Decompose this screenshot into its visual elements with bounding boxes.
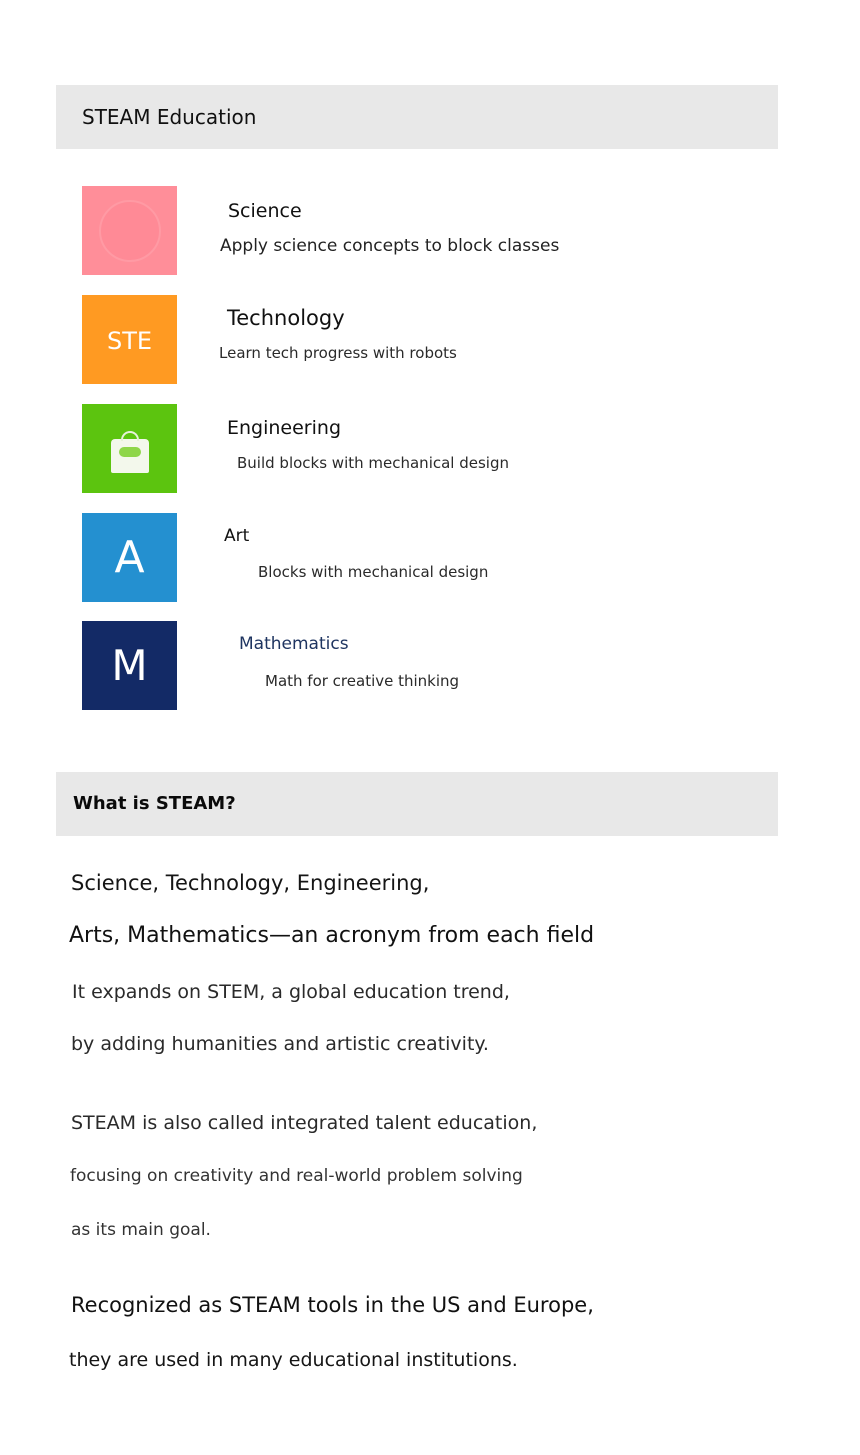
subject-name-engineering[interactable]: Engineering: [227, 417, 341, 439]
subject-name-mathematics[interactable]: Mathematics: [239, 634, 349, 654]
tile-letters: STE: [106, 326, 153, 355]
subject-desc-mathematics: Math for creative thinking: [265, 672, 460, 690]
what-is-steam-header: [56, 772, 778, 836]
description-line: Arts, Mathematics—an acronym from each field: [69, 923, 595, 948]
science-tile[interactable]: [82, 186, 177, 275]
tile-letters: M: [111, 641, 148, 690]
description-line: STEAM is also called integrated talent education,: [71, 1112, 538, 1134]
technology-tile[interactable]: [82, 295, 177, 384]
description-line: Recognized as STEAM tools in the US and Europe,: [71, 1293, 594, 1317]
steam-education-header: [56, 85, 778, 149]
section-title: STEAM Education: [82, 105, 257, 129]
subject-name-art[interactable]: Art: [224, 526, 250, 546]
description-line: they are used in many educational institutions.: [69, 1349, 518, 1371]
subject-name-science[interactable]: Science: [228, 200, 302, 222]
subject-desc-engineering: Build blocks with mechanical design: [237, 454, 509, 472]
art-tile[interactable]: [82, 513, 177, 602]
subject-desc-technology: Learn tech progress with robots: [219, 344, 457, 362]
description-line: It expands on STEM, a global education trend,: [72, 981, 510, 1003]
subject-desc-science: Apply science concepts to block classes: [220, 236, 560, 256]
description-line: Science, Technology, Engineering,: [71, 871, 430, 895]
engineering-tile[interactable]: [82, 404, 177, 493]
circle-emblem-icon: [99, 200, 161, 262]
description-line: by adding humanities and artistic creativity.: [71, 1033, 489, 1055]
section-title: What is STEAM?: [73, 793, 236, 814]
subject-name-technology[interactable]: Technology: [227, 306, 345, 330]
mathematics-tile[interactable]: [82, 621, 177, 710]
subject-desc-art: Blocks with mechanical design: [258, 563, 489, 581]
tile-letters: A: [114, 532, 145, 583]
shopping-bag-icon: [111, 439, 149, 473]
description-line: focusing on creativity and real-world problem solving: [70, 1166, 523, 1186]
description-line: as its main goal.: [71, 1220, 211, 1240]
